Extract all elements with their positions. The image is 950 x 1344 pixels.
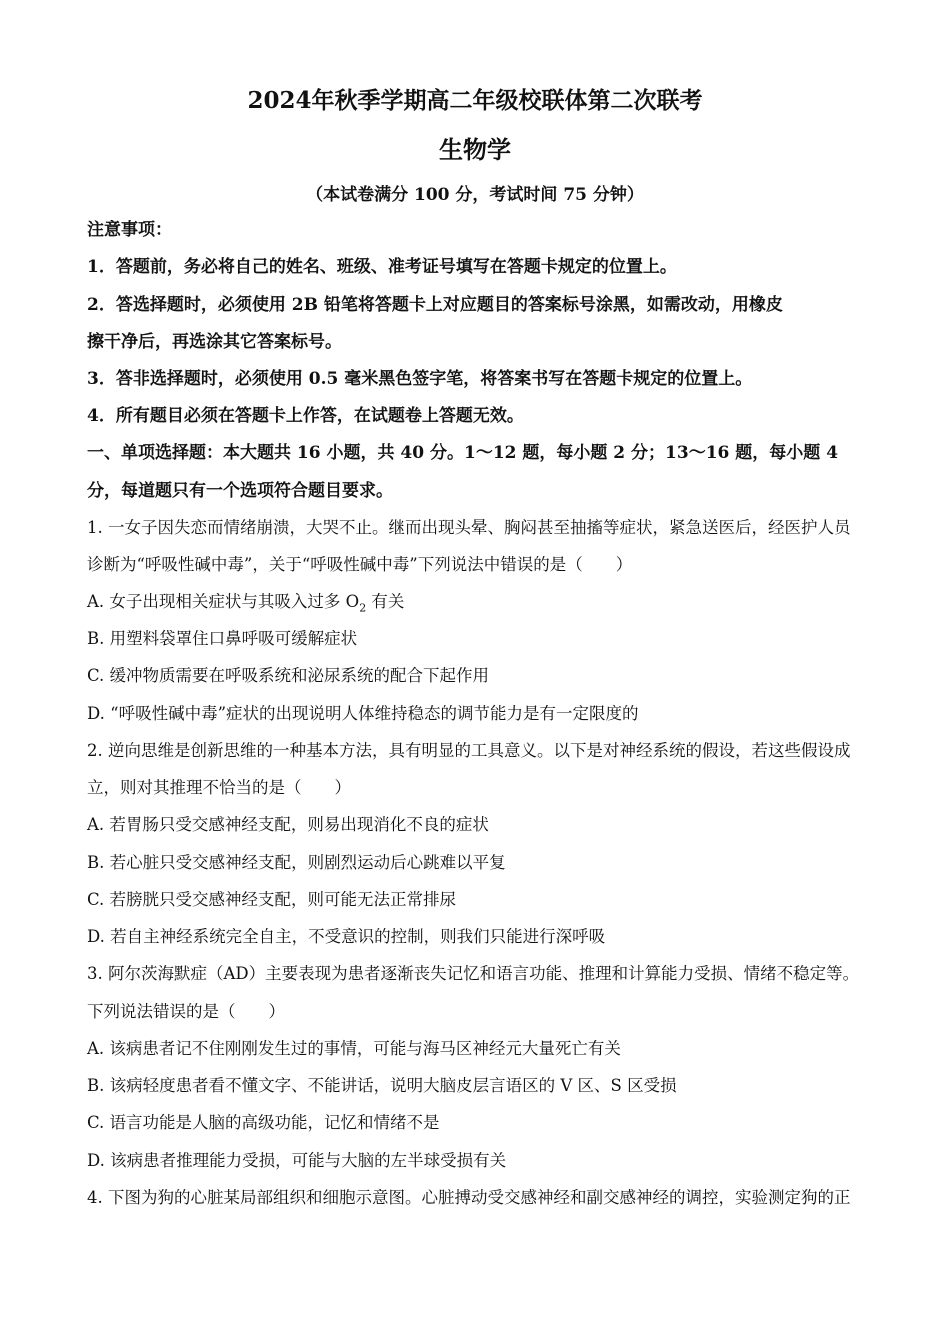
q3-option-b: B. 该病轻度患者看不懂文字、不能讲话，说明大脑皮层言语区的 V 区、S 区受损 (87, 1076, 677, 1095)
exam-title: 2024年秋季学期高二年级校联体第二次联考 (247, 87, 703, 114)
note-item-1: 1．答题前，务必将自己的姓名、班级、准考证号填写在答题卡规定的位置上。 (87, 257, 677, 277)
q3-stem-line-2: 下列说法错误的是（ ） (87, 1002, 285, 1021)
q1-option-a-text: A. 女子出现相关症状与其吸入过多 O (87, 592, 360, 611)
q1-option-a-subscript: 2 (359, 601, 367, 615)
q2-option-a: A. 若胃肠只受交感神经支配，则易出现消化不良的症状 (87, 815, 489, 834)
note-item-2-line-1: 2．答选择题时，必须使用 2B 铅笔将答题卡上对应题目的答案标号涂黑，如需改动，用橡皮 (87, 295, 783, 315)
q1-option-d: D. “呼吸性碱中毒”症状的出现说明人体维持稳态的调节能力是有一定限度的 (87, 704, 639, 723)
q2-option-d: D. 若自主神经系统完全自主，不受意识的控制，则我们只能进行深呼吸 (87, 927, 606, 946)
notes-heading: 注意事项： (87, 220, 172, 240)
note-item-4: 4．所有题目必须在答题卡上作答，在试题卷上答题无效。 (87, 406, 524, 426)
note-item-2-line-2: 擦干净后，再选涂其它答案标号。 (87, 332, 342, 352)
note-item-3: 3．答非选择题时，必须使用 0.5 毫米黑色签字笔，将答案书写在答题卡规定的位置上。 (87, 369, 753, 389)
section-heading-line-2: 分，每道题只有一个选项符合题目要求。 (87, 481, 393, 501)
q1-option-a (87, 591, 404, 619)
q4-stem-line-1: 4. 下图为狗的心脏某局部组织和细胞示意图。心脏搏动受交感神经和副交感神经的调控，实验测定狗的正 (87, 1188, 851, 1207)
q2-stem-line-2: 立，则对其推理不恰当的是（ ） (87, 778, 351, 797)
q2-option-b: B. 若心脏只受交感神经支配，则剧烈运动后心跳难以平复 (87, 853, 506, 872)
q3-option-a: A. 该病患者记不住刚刚发生过的事情，可能与海马区神经元大量死亡有关 (87, 1039, 621, 1058)
q1-option-b: B. 用塑料袋罩住口鼻呼吸可缓解症状 (87, 629, 358, 648)
q2-stem-line-1: 2. 逆向思维是创新思维的一种基本方法，具有明显的工具意义。以下是对神经系统的假设，若这些假设成 (87, 741, 851, 760)
q1-option-a-tail: 有关 (366, 592, 405, 611)
q3-stem-line-1: 3. 阿尔茨海默症（AD）主要表现为患者逐渐丧失记忆和语言功能、推理和计算能力受损、情绪不稳定等。 (87, 964, 860, 983)
subject-title: 生物学 (439, 135, 511, 164)
q1-stem-line-1: 1. 一女子因失恋而情绪崩溃，大哭不止。继而出现头晕、胸闷甚至抽搐等症状，紧急送医后，经医护人员 (87, 518, 851, 537)
section-heading-line-1: 一、单项选择题：本大题共 16 小题，共 40 分。1～12 题，每小题 2 分；13～16 题，每小题 4 (87, 443, 839, 463)
q2-option-c: C. 若膀胱只受交感神经支配，则可能无法正常排尿 (87, 890, 457, 909)
q3-option-c: C. 语言功能是人脑的高级功能，记忆和情绪不是 (87, 1113, 440, 1132)
exam-info: （本试卷满分 100 分，考试时间 75 分钟） (306, 185, 644, 205)
q1-option-c: C. 缓冲物质需要在呼吸系统和泌尿系统的配合下起作用 (87, 666, 490, 685)
q1-stem-line-2: 诊断为“呼吸性碱中毒”，关于“呼吸性碱中毒”下列说法中错误的是（ ） (87, 555, 633, 574)
q3-option-d: D. 该病患者推理能力受损，可能与大脑的左半球受损有关 (87, 1151, 507, 1170)
